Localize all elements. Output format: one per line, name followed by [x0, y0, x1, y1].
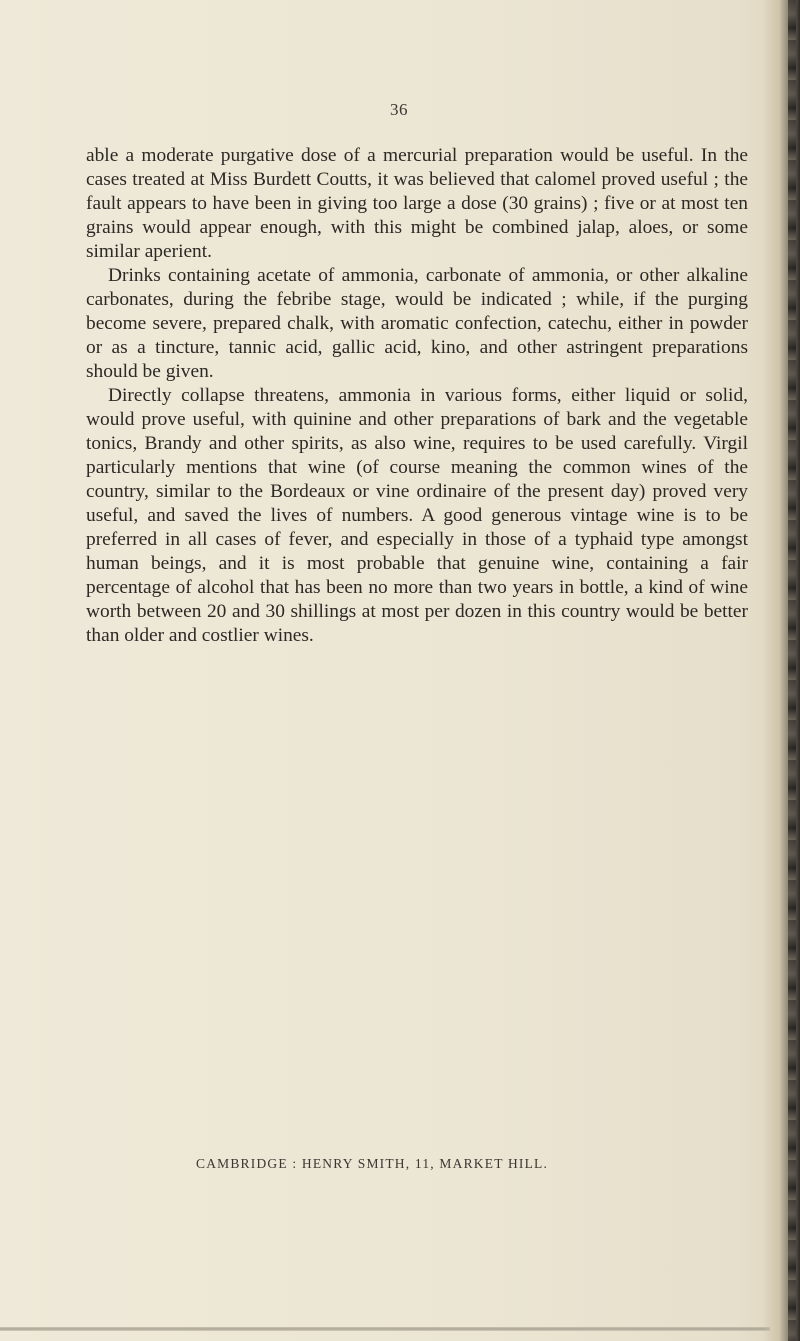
- page-number: 36: [390, 100, 408, 119]
- bottom-rule: [0, 1327, 770, 1331]
- book-binding-edge: [788, 0, 796, 1341]
- body-text: [86, 144, 748, 648]
- paragraph-drinks: Drinks containing acetate of ammonia, carbonate of ammonia, or other alkaline carbonates, during the febribe stage, would be indicated ; while, if the purging become severe, prepared chalk, with aromatic confection, catechu, either in powder or as a tincture, tannic acid, gallic acid, kino, and other astringent preparations should be given.: [86, 265, 748, 382]
- paragraph-collapse: Directly collapse threatens, ammonia in various forms, either liquid or solid, would prove useful, with quinine and other preparations of bark and the vegetable tonics, Brandy and other spirits, as also wine, requires to be used carefully. Virgil particularly mentions that wine (of course meaning the common wines of the country, similar to the Bordeaux or vine ordinaire of the present day) proved very useful, and saved the lives of numbers. A good generous vintage wine is to be preferred in all cases of fever, and especially in those of a typhaid type amongst human beings, and it is most probable that genuine wine, containing a fair percentage of alcohol that has been no more than two years in bottle, a kind of wine worth between 20 and 30 shillings at most per dozen in this country would be better than older and costlier wines.: [86, 385, 748, 646]
- printer-imprint: CAMBRIDGE : HENRY SMITH, 11, MARKET HILL.: [196, 1156, 549, 1171]
- paragraph-purgative: able a moderate purgative dose of a mercurial preparation would be useful. In the cases treated at Miss Burdett Coutts, it was believed that calomel proved useful ; the fault appears to have been in giving too large a dose (30 grains) ; five or at most ten grains would appear enough, with this might be combined jalap, aloes, or some similar aperient.: [86, 145, 748, 262]
